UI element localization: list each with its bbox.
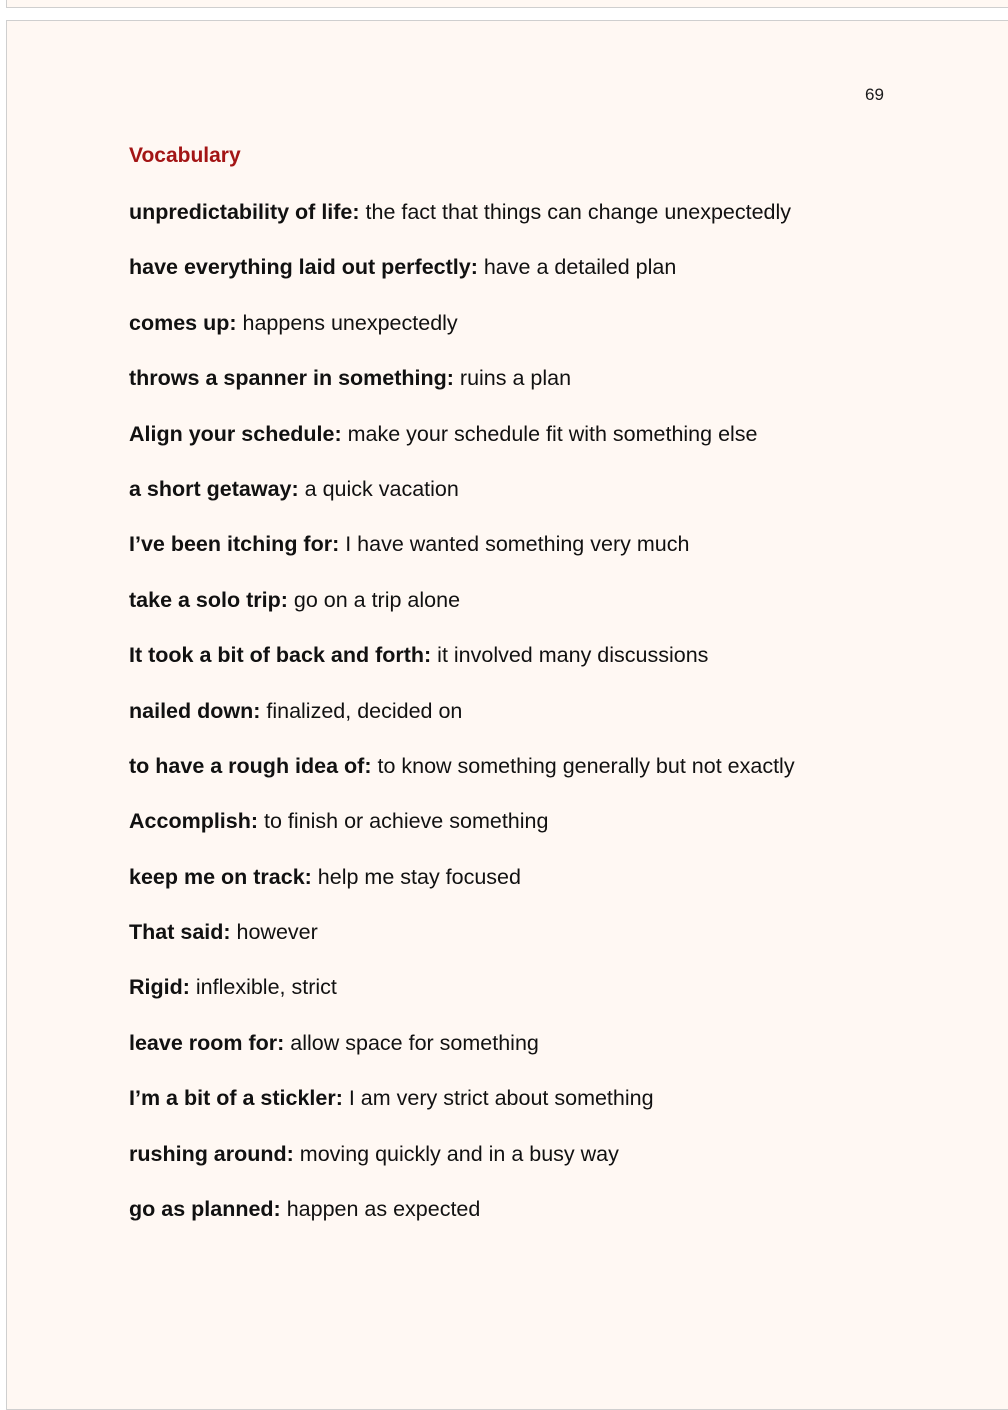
entry-definition: to know something generally but not exactly: [371, 753, 795, 778]
entry-term: to have a rough idea of:: [129, 753, 372, 778]
entry-definition: ruins a plan: [453, 366, 572, 391]
entry-term: keep me on track:: [129, 864, 312, 889]
vocabulary-entry: [129, 753, 795, 808]
vocabulary-heading: Vocabulary: [129, 144, 241, 167]
entry-term: That said:: [129, 920, 231, 945]
page-number: 69: [865, 85, 884, 104]
entry-definition: finalized, decided on: [260, 698, 463, 723]
vocabulary-entry: [129, 476, 795, 531]
entry-term: Align your schedule:: [129, 421, 342, 446]
entry-term: go as planned:: [129, 1197, 281, 1222]
vocabulary-entry: [129, 421, 795, 476]
vocabulary-entry: [129, 310, 795, 365]
vocabulary-entry: [129, 199, 795, 254]
entry-term: comes up:: [129, 310, 237, 335]
entry-definition: go on a trip alone: [287, 587, 461, 612]
previous-page-edge: [6, 0, 1008, 8]
entry-definition: to finish or achieve something: [258, 809, 549, 834]
vocabulary-entry: [129, 974, 795, 1029]
entry-definition: inflexible, strict: [189, 975, 337, 1000]
entry-definition: allow space for something: [284, 1030, 539, 1055]
vocabulary-entry: [129, 1030, 795, 1085]
entry-definition: happen as expected: [280, 1197, 481, 1222]
entry-definition: the fact that things can change unexpectedly: [359, 200, 792, 224]
entry-term: rushing around:: [129, 1141, 294, 1166]
entry-term: unpredictability of life:: [129, 200, 360, 224]
vocabulary-entry: [129, 1085, 795, 1140]
entry-definition: however: [230, 920, 318, 945]
entry-term: It took a bit of back and forth:: [129, 643, 432, 668]
entry-definition: it involved many discussions: [431, 643, 709, 668]
vocabulary-entry: [129, 365, 795, 420]
vocabulary-entry: [129, 642, 795, 697]
vocabulary-entry: [129, 808, 795, 863]
vocabulary-entry: [129, 864, 795, 919]
entry-term: Accomplish:: [129, 809, 259, 834]
entry-definition: happens unexpectedly: [236, 310, 458, 335]
entry-definition: have a detailed plan: [477, 255, 677, 280]
entry-term: I’m a bit of a stickler:: [129, 1086, 343, 1111]
vocabulary-entry: [129, 587, 795, 642]
vocabulary-entry: [129, 1196, 795, 1251]
entry-term: nailed down:: [129, 698, 261, 723]
entry-term: throws a spanner in something:: [129, 366, 454, 391]
entry-definition: I am very strict about something: [342, 1086, 654, 1111]
entry-term: take a solo trip:: [129, 587, 288, 612]
entry-term: a short getaway:: [129, 476, 299, 501]
document-page: [6, 20, 1008, 1410]
vocabulary-entry: [129, 531, 795, 586]
vocabulary-entry: [129, 698, 795, 753]
vocabulary-entry: [129, 1141, 795, 1196]
entry-term: have everything laid out perfectly:: [129, 255, 478, 280]
vocabulary-entry: [129, 254, 795, 309]
entry-term: Rigid:: [129, 975, 190, 1000]
entry-term: leave room for:: [129, 1030, 285, 1055]
entry-term: I’ve been itching for:: [129, 532, 340, 557]
vocabulary-list: [129, 199, 795, 1251]
entry-definition: I have wanted something very much: [339, 532, 690, 557]
vocabulary-entry: [129, 919, 795, 974]
entry-definition: help me stay focused: [311, 864, 521, 889]
entry-definition: a quick vacation: [298, 476, 459, 501]
entry-definition: moving quickly and in a busy way: [293, 1141, 619, 1166]
entry-definition: make your schedule fit with something else: [341, 421, 758, 446]
